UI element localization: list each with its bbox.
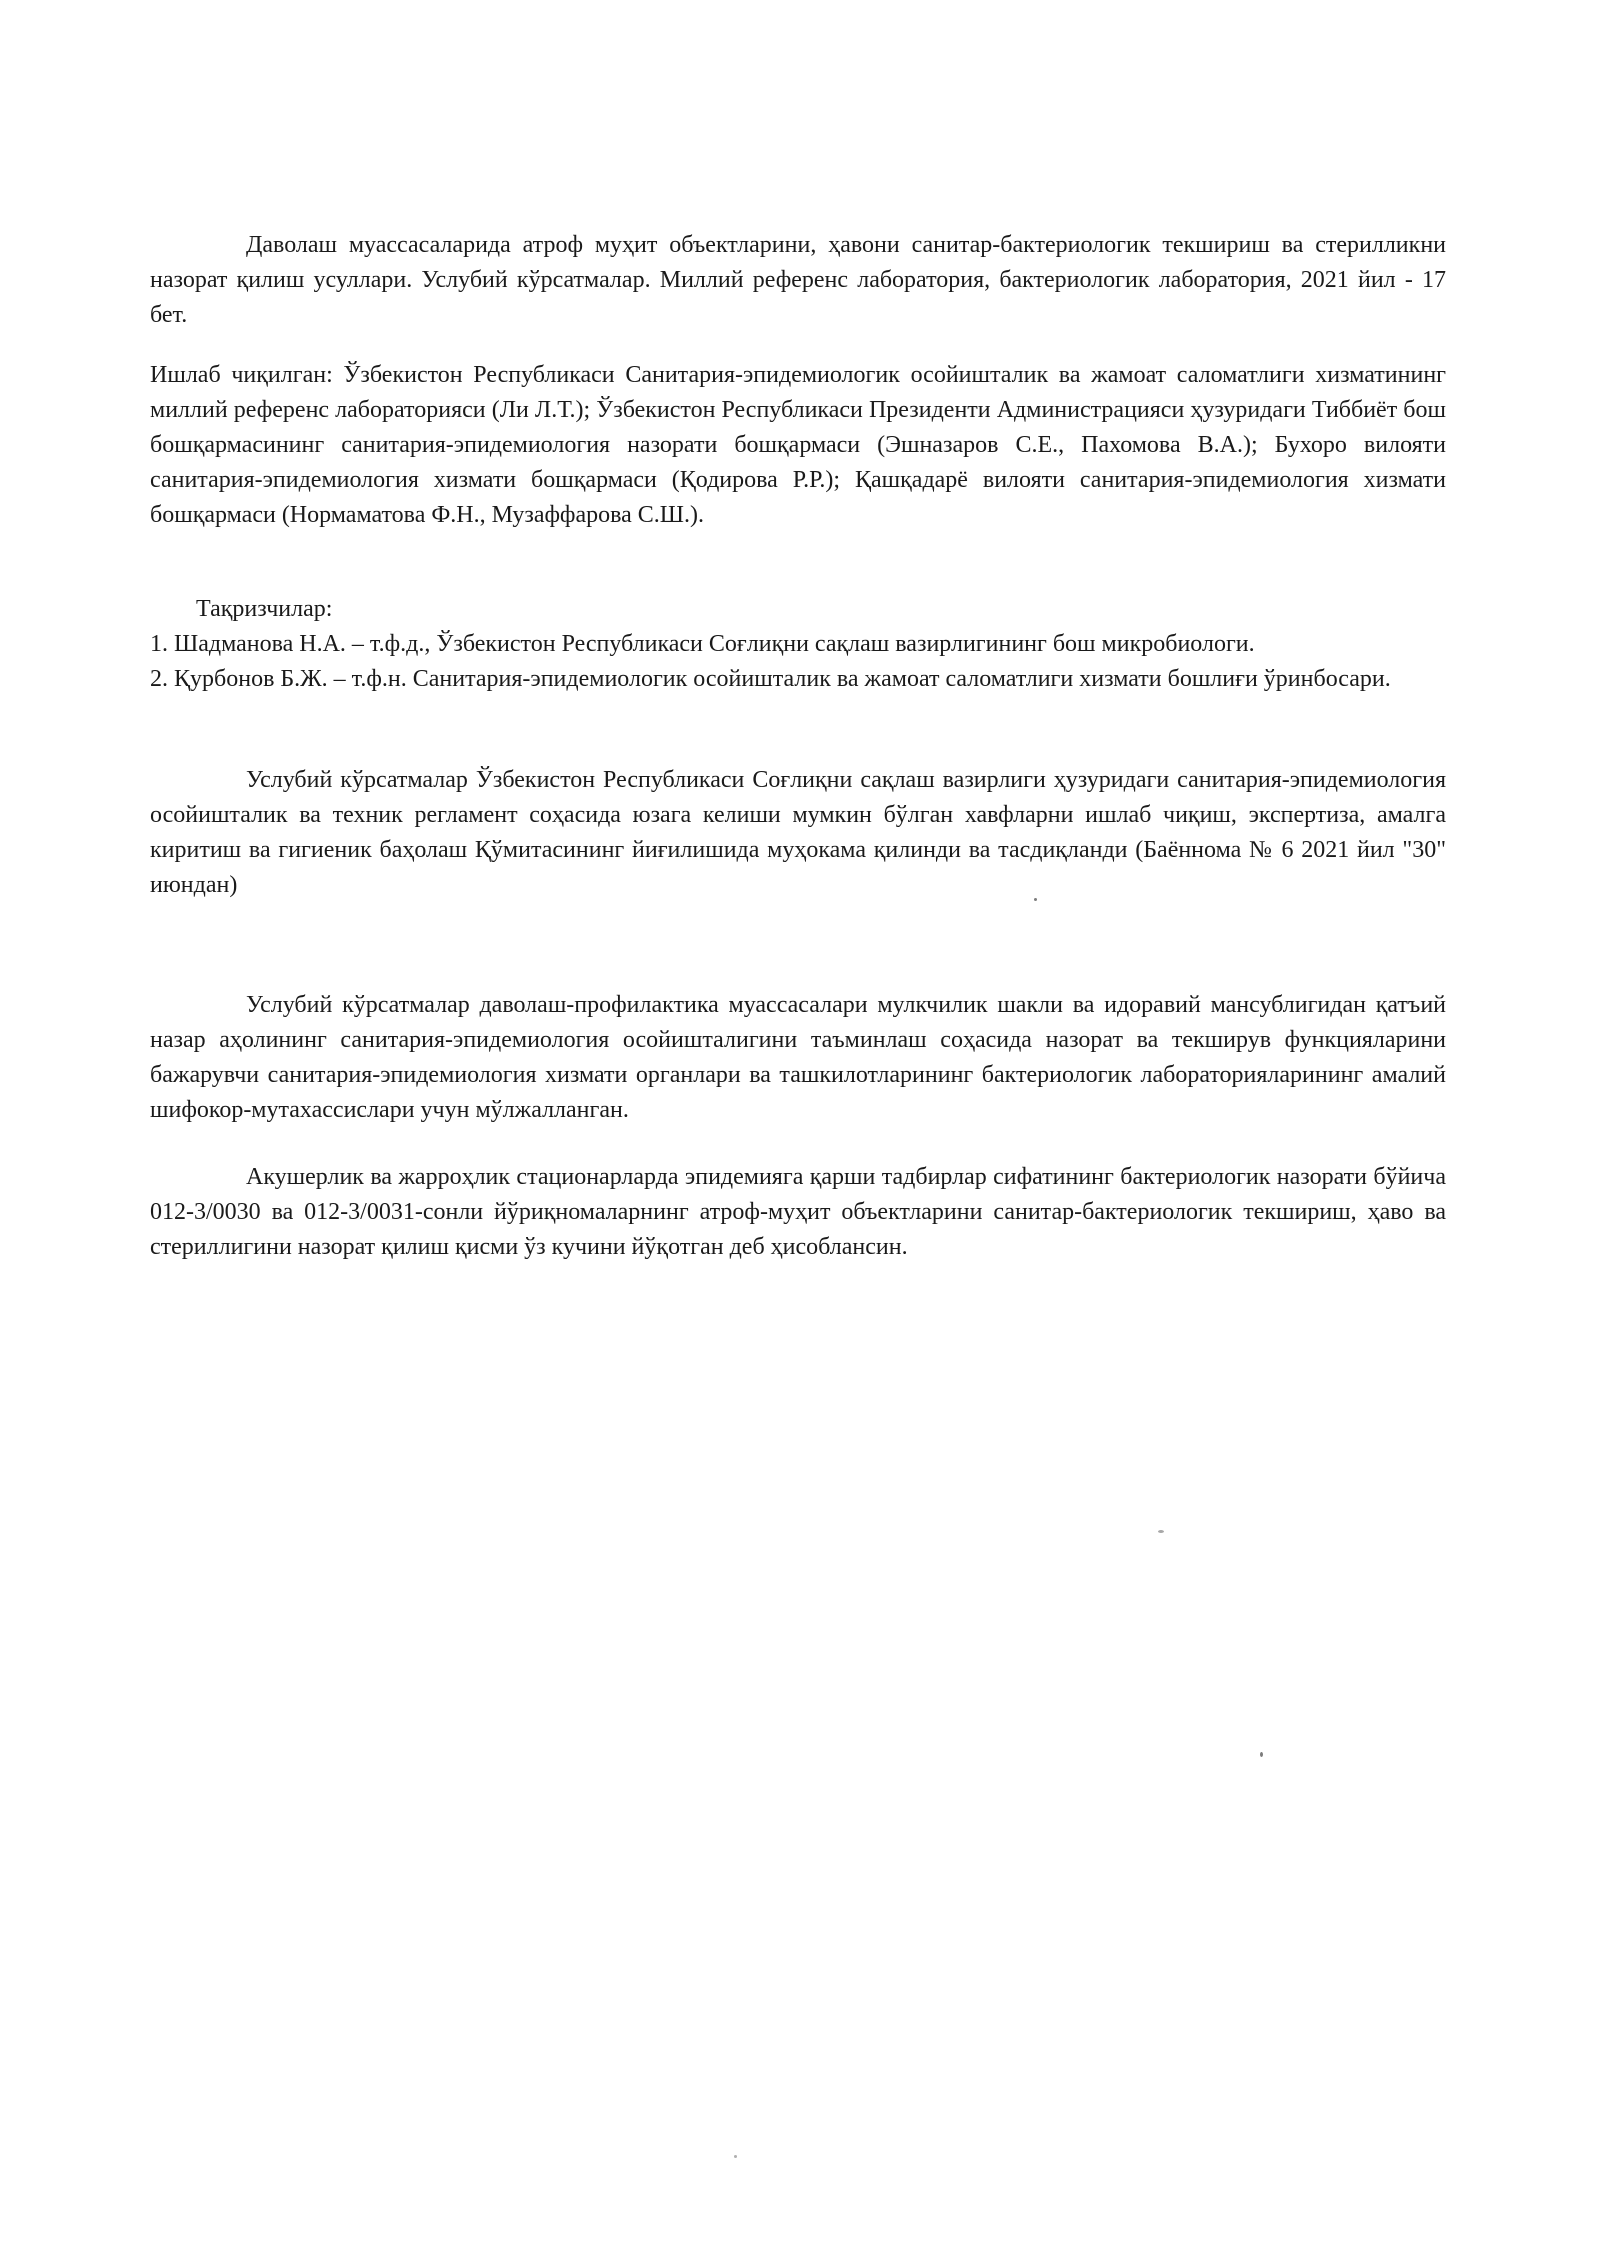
developers-block <box>150 358 1446 533</box>
reviewers-block <box>150 592 1446 697</box>
intro-paragraph: Даволаш муассасаларида атроф муҳит объектларини, ҳавони санитар-бактериологик текшириш ва стерилликни назорат қилиш усуллари. Услубий кўрсатмалар. Миллий референс лаборатория, бактериологик лаборатория, 2021 йил - 17 бет. <box>150 232 1446 328</box>
repeal-block <box>150 1160 1446 1265</box>
reviewer-item: 2. Қурбонов Б.Ж. – т.ф.н. Санитария-эпидемиологик осойишталик ва жамоат саломатлиги хизмати бошлиғи ўринбосари. <box>150 666 1391 692</box>
developers-paragraph: Ишлаб чиқилган: Ўзбекистон Республикаси Санитария-эпидемиологик осойишталик ва жамоат саломатлиги хизматининг миллий референс лабораторияси (Ли Л.Т.); Ўзбекистон Республикаси Президенти Администрацияси ҳузуридаги Тиббиёт бош бошқармасининг санитария-эпидемиология назорати бошқармаси (Эшназаров С.Е., Пахомова В.А.); Бухоро вилояти санитария-эпидемиология хизмати бошқармаси (Қодирова Р.Р.); Қашқадарё вилояти санитария-эпидемиология хизмати бошқармаси (Нормаматова Ф.Н., Музаффарова С.Ш.). <box>150 362 1446 528</box>
repeal-paragraph: Акушерлик ва жарроҳлик стационарларда эпидемияга қарши тадбирлар сифатининг бактериологик назорати бўйича 012-3/0030 ва 012-3/0031-сонли йўриқномаларнинг атроф-муҳит объектларини санитар-бактериологик текшириш, ҳаво ва стериллигини назорат қилиш қисми ўз кучини йўқотган деб ҳисоблансин. <box>150 1164 1446 1260</box>
approval-block <box>150 763 1446 903</box>
purpose-paragraph: Услубий кўрсатмалар даволаш-профилактика муассасалари мулкчилик шакли ва идоравий мансублигидан қатъий назар аҳолининг санитария-эпидемиология осойишталигини таъминлаш соҳасида назорат ва текширув функцияларини бажарувчи санитария-эпидемиология хизмати органлари ва ташкилотларининг бактериологик лабораторияларининг амалий шифокор-мутахассислари учун мўлжалланган. <box>150 992 1446 1123</box>
purpose-block <box>150 988 1446 1128</box>
reviewer-item: 1. Шадманова Н.А. – т.ф.д., Ўзбекистон Республикаси Соғлиқни сақлаш вазирлигининг бош микробиологи. <box>150 631 1255 657</box>
reviewers-title: Тақризчилар: <box>196 596 333 622</box>
approval-paragraph: Услубий кўрсатмалар Ўзбекистон Республикаси Соғлиқни сақлаш вазирлиги ҳузуридаги санитария-эпидемиология осойишталик ва техник регламент соҳасида юзага келиши мумкин бўлган хавфларни ишлаб чиқиш, экспертиза, амалга киритиш ва гигиеник баҳолаш Қўмитасининг йиғилишида муҳокама қилинди ва тасдиқланди (Баённома № 6 2021 йил "30" июндан) <box>150 767 1446 898</box>
scan-speck <box>1158 1530 1164 1533</box>
scan-speck <box>1260 1752 1263 1757</box>
scan-speck <box>734 2155 737 2158</box>
scan-speck <box>1034 898 1037 901</box>
intro-block <box>150 228 1446 333</box>
